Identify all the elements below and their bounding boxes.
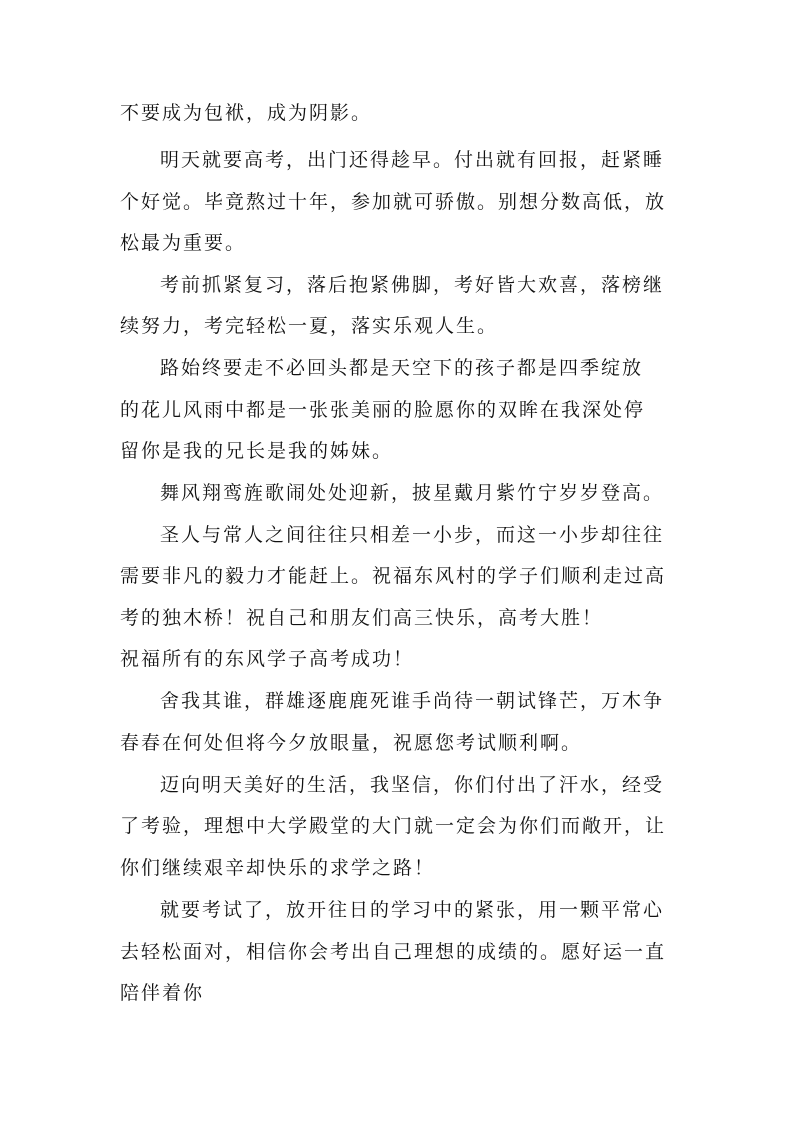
text-line: 祝福所有的东风学子高考成功！ [120,648,415,670]
text-line: 圣人与常人之间往往只相差一小步，而这一小步却往往 [160,524,665,546]
text-line: 续努力，考完轻松一夏，落实乐观人生。 [120,315,499,337]
text-line: 留你是我的兄长是我的姊妹。 [120,440,394,462]
text-line: 考的独木桥！祝自己和朋友们高三快乐，高考大胜！ [120,607,604,629]
text-line: 不要成为包袱，成为阴影。 [120,102,373,124]
text-line: 松最为重要。 [120,232,247,254]
text-line: 迈向明天美好的生活，我坚信，你们付出了汗水，经受 [160,774,665,796]
text-line: 需要非凡的毅力才能赶上。祝福东风村的学子们顺利走过高 [120,565,667,587]
text-line: 了考验，理想中大学殿堂的大门就一定会为你们而敞开，让 [120,815,667,837]
text-line: 你们继续艰辛却快乐的求学之路！ [120,857,436,879]
text-line: 的花儿风雨中都是一张张美丽的脸愿你的双眸在我深处停 [120,399,646,421]
text-line: 路始终要走不必回头都是天空下的孩子都是四季绽放 [160,357,644,379]
text-line: 陪伴着你 [120,982,205,1004]
text-line: 舍我其谁，群雄逐鹿鹿死谁手尚待一朝试锋芒，万木争 [160,690,665,712]
text-line: 就要考试了，放开往日的学习中的紧张，用一颗平常心 [160,899,665,921]
text-line: 个好觉。毕竟熬过十年，参加就可骄傲。别想分数高低，放 [120,191,667,213]
text-line: 去轻松面对，相信你会考出自己理想的成绩的。愿好运一直 [120,941,667,963]
text-line: 明天就要高考，出门还得趁早。付出就有回报，赶紧睡 [160,149,665,171]
text-line: 春春在何处但将今夕放眼量，祝愿您考试顺利啊。 [120,732,583,754]
text-line: 舞风翔鸾旌歌闹处处迎新，披星戴月紫竹宁岁岁登高。 [160,482,665,504]
text-line: 考前抓紧复习，落后抱紧佛脚，考好皆大欢喜，落榜继 [160,274,665,296]
